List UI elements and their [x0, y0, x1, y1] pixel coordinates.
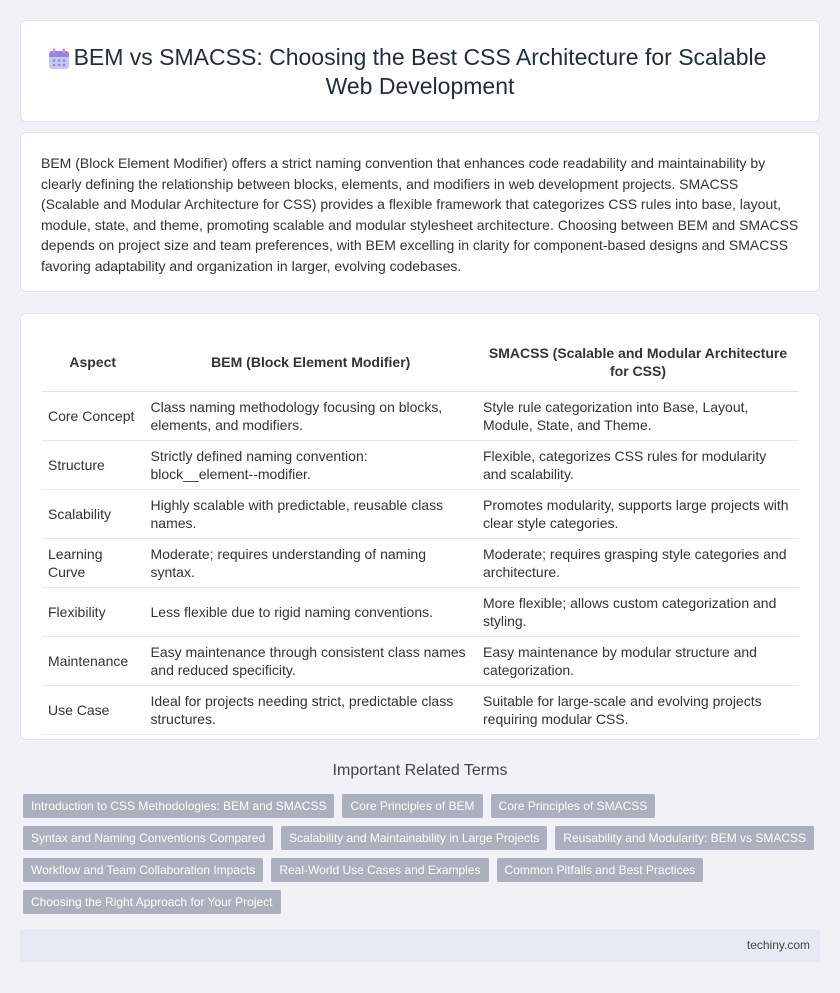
footer-site-link[interactable]: techiny.com [746, 938, 810, 952]
cell-aspect: Core Concept [42, 391, 144, 440]
comparison-table [42, 334, 799, 735]
table-row [42, 685, 799, 734]
intro-card [20, 132, 820, 292]
table-row [42, 538, 799, 587]
cell-aspect: Use Case [42, 685, 144, 734]
related-term-tag[interactable]: Common Pitfalls and Best Practices [497, 858, 704, 882]
related-term-tag[interactable]: Scalability and Maintainability in Large Projects [281, 826, 547, 850]
cell-smacss: Suitable for large-scale and evolving projects requiring modular CSS. [477, 685, 799, 734]
related-term-tag[interactable]: Core Principles of SMACSS [491, 794, 656, 818]
cell-aspect: Flexibility [42, 587, 144, 636]
table-row [42, 440, 799, 489]
intro-paragraph: BEM (Block Element Modifier) offers a strict naming convention that enhances code readability and maintainability by clearly defining the relationship between blocks, elements, and modifiers in web development projects. SMACSS (Scalable and Modular Architecture for CSS) provides a flexible framework that categorizes CSS rules into base, layout, module, state, and theme, promoting scalable and modular stylesheet architecture. Choosing between BEM and SMACSS depends on project size and team preferences, with BEM excelling in clarity for component-based designs and SMACSS favoring adaptability and organization in larger, evolving codebases. [41, 155, 799, 274]
header-bem: BEM (Block Element Modifier) [144, 334, 477, 391]
cell-bem: Less flexible due to rigid naming conventions. [144, 587, 477, 636]
cell-smacss: Promotes modularity, supports large projects with clear style categories. [477, 489, 799, 538]
cell-bem: Easy maintenance through consistent class names and reduced specificity. [144, 636, 477, 685]
cell-smacss: Flexible, categorizes CSS rules for modularity and scalability. [477, 440, 799, 489]
comparison-card [20, 313, 820, 740]
cell-bem: Highly scalable with predictable, reusable class names. [144, 489, 477, 538]
related-term-tag[interactable]: Introduction to CSS Methodologies: BEM and SMACSS [23, 794, 334, 818]
cell-aspect: Scalability [42, 489, 144, 538]
related-terms-heading: Important Related Terms [332, 762, 508, 779]
header-smacss: SMACSS (Scalable and Modular Architecture for CSS) [477, 334, 799, 391]
cell-aspect: Structure [42, 440, 144, 489]
cell-smacss: Style rule categorization into Base, Layout, Module, State, and Theme. [477, 391, 799, 440]
related-term-tag[interactable]: Workflow and Team Collaboration Impacts [23, 858, 263, 882]
cell-aspect: Maintenance [42, 636, 144, 685]
cell-smacss: More flexible; allows custom categorization and styling. [477, 587, 799, 636]
cell-smacss: Easy maintenance by modular structure and categorization. [477, 636, 799, 685]
table-row [42, 489, 799, 538]
table-row [42, 636, 799, 685]
cell-bem: Class naming methodology focusing on blocks, elements, and modifiers. [144, 391, 477, 440]
related-term-tag[interactable]: Reusability and Modularity: BEM vs SMACSS [555, 826, 814, 850]
table-header-row [42, 334, 799, 391]
cell-bem: Ideal for projects needing strict, predictable class structures. [144, 685, 477, 734]
related-term-tag[interactable]: Choosing the Right Approach for Your Project [23, 890, 281, 914]
related-term-tag[interactable]: Core Principles of BEM [342, 794, 482, 818]
cell-aspect: Learning Curve [42, 538, 144, 587]
header-aspect: Aspect [42, 334, 144, 391]
related-term-tag[interactable]: Real-World Use Cases and Examples [271, 858, 488, 882]
table-row [42, 391, 799, 440]
cell-bem: Strictly defined naming convention: block__element--modifier. [144, 440, 477, 489]
footer [20, 929, 820, 962]
header-card [20, 20, 820, 122]
cell-bem: Moderate; requires understanding of naming syntax. [144, 538, 477, 587]
related-term-tag[interactable]: Syntax and Naming Conventions Compared [23, 826, 273, 850]
page-title: BEM vs SMACSS: Choosing the Best CSS Architecture for Scalable Web Development [73, 44, 767, 99]
related-terms [23, 794, 823, 922]
table-row [42, 587, 799, 636]
cell-smacss: Moderate; requires grasping style categories and architecture. [477, 538, 799, 587]
